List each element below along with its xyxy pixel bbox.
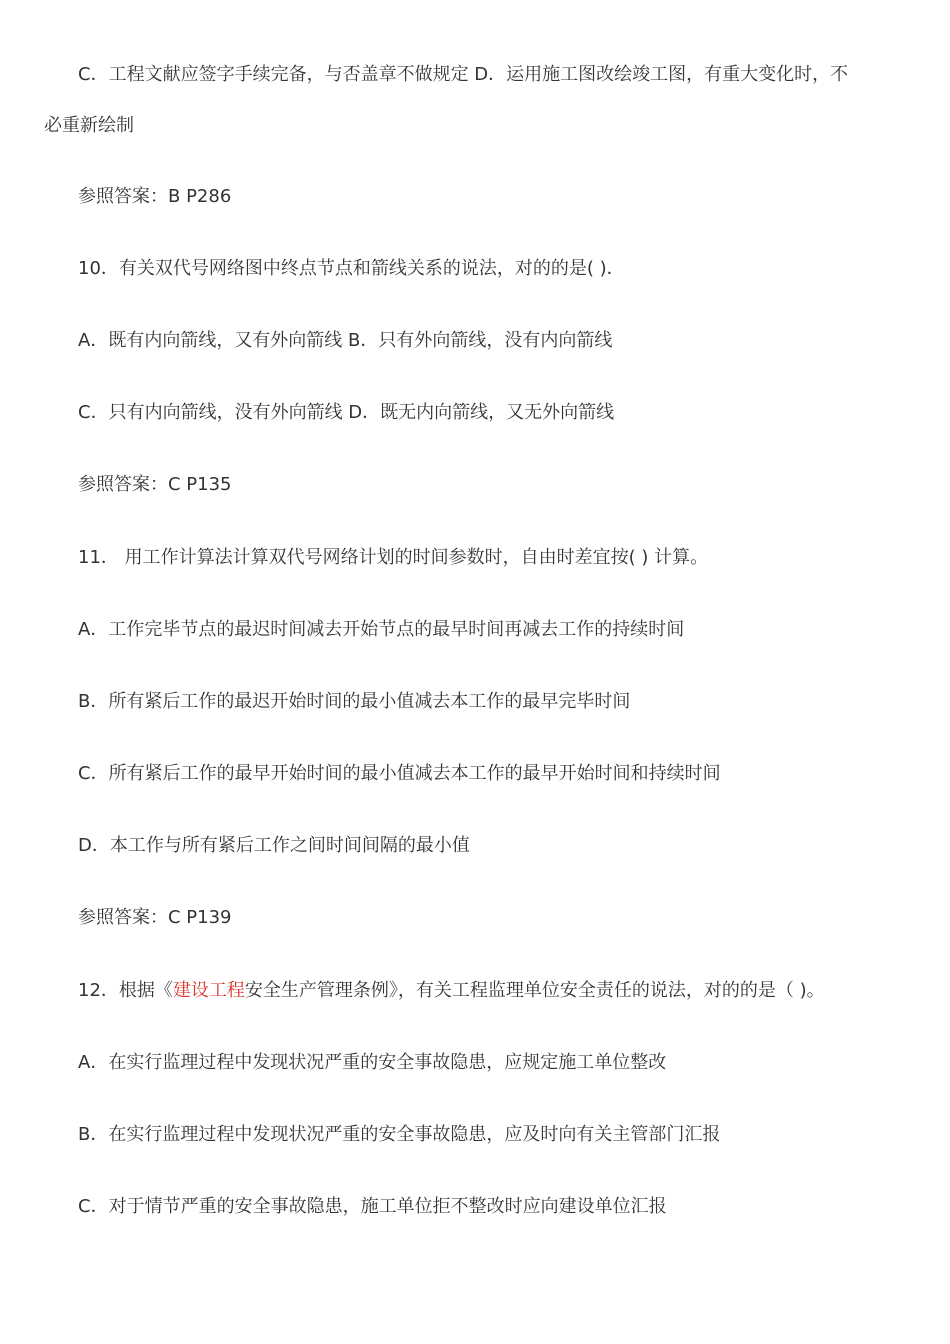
question-10-options-ab: A．既有内向箭线，又有外向箭线 B．只有外向箭线，没有内向箭线: [78, 330, 613, 351]
question-12: [78, 979, 918, 1003]
option-c-d-line: C．工程文献应签字手续完备，与否盖章不做规定 D．运用施工图改绘竣工图，有重大变化时，不: [78, 64, 849, 85]
answer-line: 参照答案：C P139: [78, 907, 232, 928]
question-11: 11． 用工作计算法计算双代号网络计划的时间参数时，自由时差宜按( ) 计算。: [78, 547, 709, 568]
question-12-option-a: A．在实行监理过程中发现状况严重的安全事故隐患，应规定施工单位整改: [78, 1052, 667, 1073]
option-d-continuation: 必重新绘制: [44, 115, 134, 136]
question-10: 10．有关双代号网络图中终点节点和箭线关系的说法，对的的是( )．: [78, 258, 625, 279]
question-11-option-c: C．所有紧后工作的最早开始时间的最小值减去本工作的最早开始时间和持续时间: [78, 763, 721, 784]
answer-line: 参照答案：C P135: [78, 474, 232, 495]
question-12-suffix: 安全生产管理条例》，有关工程监理单位安全责任的说法，对的的是（ )。: [244, 980, 825, 1001]
question-12-option-b: B．在实行监理过程中发现状况严重的安全事故隐患，应及时向有关主管部门汇报: [78, 1124, 721, 1145]
question-11-option-b: B．所有紧后工作的最迟开始时间的最小值减去本工作的最早完毕时间: [78, 691, 631, 712]
question-12-prefix: 12．根据《: [78, 980, 173, 1001]
link-jianshe-gongcheng[interactable]: 建设工程: [172, 980, 245, 1001]
question-12-option-c: C．对于情节严重的安全事故隐患，施工单位拒不整改时应向建设单位汇报: [78, 1196, 667, 1217]
answer-line: 参照答案：B P286: [78, 186, 232, 207]
question-10-options-cd: C．只有内向箭线，没有外向箭线 D．既无内向箭线，又无外向箭线: [78, 402, 615, 423]
question-11-option-d: D．本工作与所有紧后工作之间时间间隔的最小值: [78, 835, 470, 856]
question-11-option-a: A．工作完毕节点的最迟时间减去开始节点的最早时间再减去工作的持续时间: [78, 619, 685, 640]
